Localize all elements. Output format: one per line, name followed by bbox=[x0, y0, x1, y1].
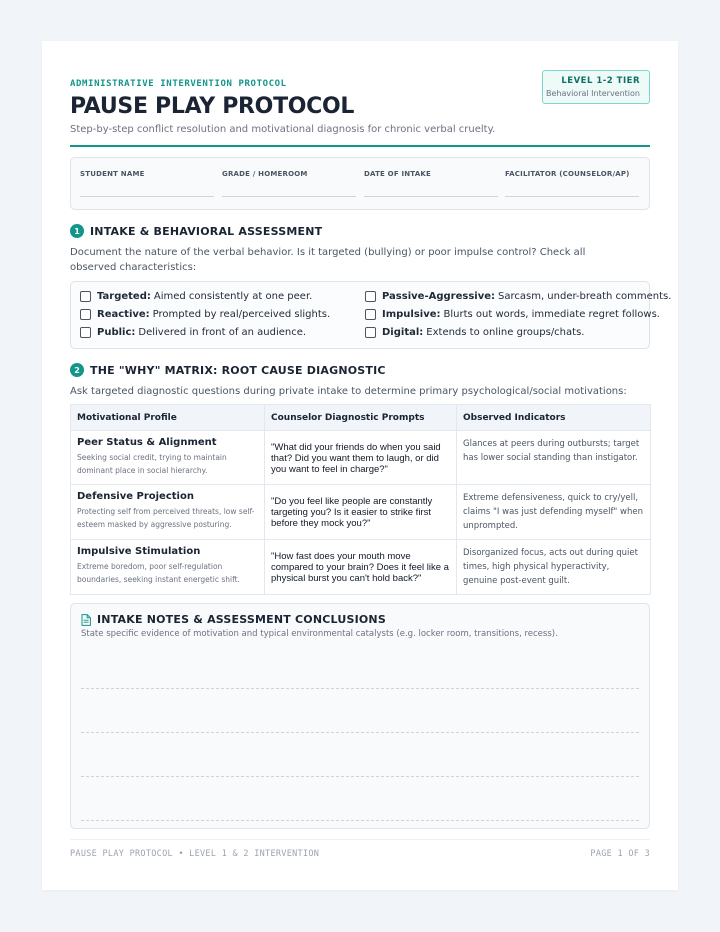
tier-title: LEVEL 1-2 TIER bbox=[561, 76, 640, 86]
notes-title: INTAKE NOTES & ASSESSMENT CONCLUSIONS bbox=[97, 613, 386, 626]
document-page bbox=[42, 41, 678, 890]
diagnostic-prompt: "Do you feel like people are constantly targeting you? Is it easier to strike first before they mock you?" bbox=[271, 496, 433, 529]
indicator-cell bbox=[457, 540, 651, 595]
checkbox[interactable] bbox=[80, 309, 91, 320]
notes-writing-line[interactable] bbox=[81, 820, 639, 821]
profile-cell bbox=[71, 431, 265, 485]
protocol-kicker: ADMINISTRATIVE INTERVENTION PROTOCOL bbox=[70, 79, 287, 89]
notes-writing-line[interactable] bbox=[81, 776, 639, 777]
field-label: GRADE / HOMEROOM bbox=[222, 170, 308, 178]
tier-subtitle: Behavioral Intervention bbox=[545, 89, 640, 98]
field-input-line[interactable] bbox=[80, 196, 214, 197]
section-2-header bbox=[70, 363, 386, 377]
indicator-cell bbox=[457, 485, 651, 540]
profile-description: Seeking social credit, trying to maintain dominant place in social hierarchy. bbox=[77, 453, 227, 475]
notes-writing-line[interactable] bbox=[81, 732, 639, 733]
page-number: PAGE 1 OF 3 bbox=[590, 849, 650, 859]
section-number-badge: 2 bbox=[70, 363, 84, 377]
section-1-header bbox=[70, 224, 322, 238]
table-row bbox=[71, 485, 651, 540]
check-text: Delivered in front of an audience. bbox=[138, 327, 307, 338]
diagnostic-prompt: "What did your friends do when you said that? Did you want them to laugh, or did you want to feel in charge?" bbox=[271, 442, 441, 475]
footer-divider bbox=[70, 839, 650, 840]
student-name-field[interactable] bbox=[80, 170, 214, 197]
table-row bbox=[71, 431, 651, 485]
profile-description: Extreme boredom, poor self-regulation boundaries, seeking instant energetic shift. bbox=[77, 562, 240, 584]
profile-cell bbox=[71, 540, 265, 595]
notes-header bbox=[81, 613, 386, 626]
section-title: THE "WHY" MATRIX: ROOT CAUSE DIAGNOSTIC bbox=[90, 363, 386, 377]
section-description: Ask targeted diagnostic questions during private intake to determine primary psychological/social motivations: bbox=[70, 386, 627, 397]
check-reactive[interactable] bbox=[80, 309, 330, 320]
checkbox[interactable] bbox=[365, 309, 376, 320]
observed-indicators: Extreme defensiveness, quick to cry/yell, claims "I was just defending myself" when unprompted. bbox=[463, 493, 644, 531]
grade-homeroom-field[interactable] bbox=[222, 170, 356, 197]
section-description: Document the nature of the verbal behavior. Is it targeted (bullying) or poor impulse control? Check all observed characteristics: bbox=[70, 247, 586, 273]
check-text: Sarcasm, under-breath comments. bbox=[498, 291, 672, 302]
notes-writing-line[interactable] bbox=[81, 688, 639, 689]
prompt-cell bbox=[265, 431, 457, 485]
check-digital[interactable] bbox=[365, 327, 584, 338]
profile-cell bbox=[71, 485, 265, 540]
check-term: Impulsive: bbox=[382, 309, 441, 320]
footer-left: PAUSE PLAY PROTOCOL • LEVEL 1 & 2 INTERVENTION bbox=[70, 849, 320, 859]
date-of-intake-field[interactable] bbox=[364, 170, 498, 197]
document-icon bbox=[81, 614, 91, 626]
field-input-line[interactable] bbox=[222, 196, 356, 197]
check-text: Aimed consistently at one peer. bbox=[153, 291, 313, 302]
checkbox[interactable] bbox=[80, 327, 91, 338]
checkbox[interactable] bbox=[80, 291, 91, 302]
check-impulsive[interactable] bbox=[365, 309, 660, 320]
check-term: Digital: bbox=[382, 327, 424, 338]
prompt-cell bbox=[265, 485, 457, 540]
table-row bbox=[71, 540, 651, 595]
intake-notes-panel bbox=[70, 603, 650, 829]
checkbox[interactable] bbox=[365, 327, 376, 338]
column-header: Counselor Diagnostic Prompts bbox=[265, 405, 457, 431]
profile-name: Defensive Projection bbox=[77, 491, 194, 502]
check-term: Reactive: bbox=[97, 309, 150, 320]
observed-indicators: Disorganized focus, acts out during quiet times, high physical hyperactivity, genuine post-event guilt. bbox=[463, 548, 638, 586]
intake-fields bbox=[70, 157, 650, 210]
check-term: Targeted: bbox=[97, 291, 151, 302]
page-title: PAUSE PLAY PROTOCOL bbox=[70, 94, 355, 119]
profile-name: Peer Status & Alignment bbox=[77, 437, 217, 448]
profile-name: Impulsive Stimulation bbox=[77, 546, 201, 557]
diagnostic-prompt: "How fast does your mouth move compared to your brain? Does it feel like a physical burst you can't hold back?" bbox=[271, 551, 449, 584]
check-term: Public: bbox=[97, 327, 136, 338]
section-number-badge: 1 bbox=[70, 224, 84, 238]
behavior-checklist bbox=[70, 281, 672, 349]
facilitator-field[interactable] bbox=[505, 170, 639, 197]
prompt-cell bbox=[265, 540, 457, 595]
column-header: Observed Indicators bbox=[457, 405, 651, 431]
check-term: Passive-Aggressive: bbox=[382, 291, 495, 302]
section-title: INTAKE & BEHAVIORAL ASSESSMENT bbox=[90, 224, 323, 238]
checkbox[interactable] bbox=[365, 291, 376, 302]
field-label: FACILITATOR (COUNSELOR/AP) bbox=[505, 170, 630, 178]
check-targeted[interactable] bbox=[80, 291, 312, 302]
check-public[interactable] bbox=[80, 327, 306, 338]
field-label: STUDENT NAME bbox=[80, 170, 145, 178]
check-text: Prompted by real/perceived slights. bbox=[152, 309, 331, 320]
why-matrix-table bbox=[70, 404, 651, 595]
check-passive-aggressive[interactable] bbox=[365, 291, 671, 302]
field-input-line[interactable] bbox=[364, 196, 498, 197]
check-text: Extends to online groups/chats. bbox=[426, 327, 585, 338]
column-header: Motivational Profile bbox=[71, 405, 265, 431]
table-header-row bbox=[71, 405, 651, 431]
check-text: Blurts out words, immediate regret follows. bbox=[443, 309, 660, 320]
field-label: DATE OF INTAKE bbox=[364, 170, 431, 178]
page-subtitle: Step-by-step conflict resolution and motivational diagnosis for chronic verbal cruelty. bbox=[70, 124, 496, 135]
indicator-cell bbox=[457, 431, 651, 485]
notes-description: State specific evidence of motivation and typical environmental catalysts (e.g. locker room, transitions, recess). bbox=[81, 629, 558, 639]
field-input-line[interactable] bbox=[505, 196, 639, 197]
tier-badge bbox=[542, 70, 650, 104]
profile-description: Protecting self from perceived threats, low self-esteem masked by aggressive posturing. bbox=[77, 507, 255, 529]
header-divider bbox=[70, 145, 650, 147]
observed-indicators: Glances at peers during outbursts; target has lower social standing than instigator. bbox=[463, 439, 640, 463]
